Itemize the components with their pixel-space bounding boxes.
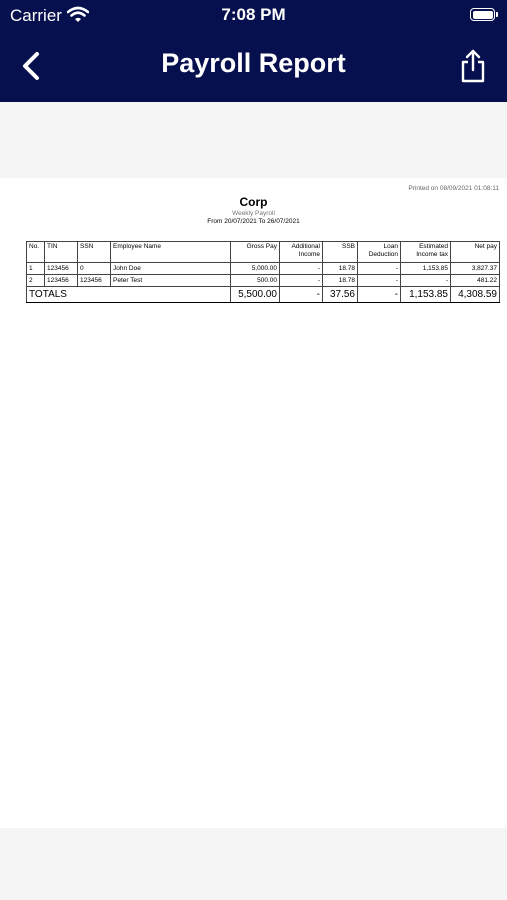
cell-net-pay: 3,827.37 [451,263,500,275]
page-title: Payroll Report [161,48,346,78]
col-header-ssb: SSB [323,242,358,263]
table-row [27,275,500,287]
battery-icon [470,8,495,21]
cell-no: 1 [27,263,45,275]
cell-income-tax: - [401,275,451,287]
cell-tin: 123456 [45,275,78,287]
status-bar [0,0,507,32]
total-gross-pay: 5,500.00 [231,287,280,303]
nav-bar [0,0,507,102]
col-header-no: No. [27,242,45,263]
cell-additional-income: - [280,263,323,275]
col-header-net-pay: Net pay [451,242,500,263]
total-net-pay: 4,308.59 [451,287,500,303]
cell-gross-pay: 500.00 [231,275,280,287]
payroll-table [26,241,500,303]
total-ssb: 37.56 [323,287,358,303]
col-header-additional-income: Additional Income [280,242,323,263]
col-header-tin: TIN [45,242,78,263]
cell-net-pay: 481.22 [451,275,500,287]
cell-ssb: 18.78 [323,275,358,287]
cell-ssn: 0 [78,263,111,275]
cell-employee-name: Peter Test [111,275,231,287]
table-header-row [27,242,500,263]
total-additional-income: - [280,287,323,303]
cell-loan-deduction: - [358,263,401,275]
cell-gross-pay: 5,000.00 [231,263,280,275]
col-header-gross-pay: Gross Pay [231,242,280,263]
table-row [27,263,500,275]
total-loan-deduction: - [358,287,401,303]
totals-label: TOTALS [27,287,231,303]
cell-ssn: 123456 [78,275,111,287]
cell-loan-deduction: - [358,275,401,287]
report-date-range: From 20/07/2021 To 26/07/2021 [207,218,300,225]
col-header-ssn: SSN [78,242,111,263]
col-header-employee-name: Employee Name [111,242,231,263]
cell-no: 2 [27,275,45,287]
printed-timestamp: Printed on 08/09/2021 01:08:11 [408,185,499,192]
cell-additional-income: - [280,275,323,287]
carrier-label: Carrier [10,6,62,25]
report-subtitle: Weekly Payroll [232,210,275,217]
col-header-estimated-income-tax: Estimated Income tax [401,242,451,263]
company-name: Corp [239,195,268,209]
total-income-tax: 1,153.85 [401,287,451,303]
totals-row [27,287,500,303]
cell-income-tax: 1,153.85 [401,263,451,275]
col-header-loan-deduction: Loan Deduction [358,242,401,263]
share-icon[interactable] [459,49,487,83]
cell-ssb: 18.78 [323,263,358,275]
cell-employee-name: John Doe [111,263,231,275]
cell-tin: 123456 [45,263,78,275]
report-document [0,178,507,828]
status-time: 7:08 PM [221,5,286,24]
